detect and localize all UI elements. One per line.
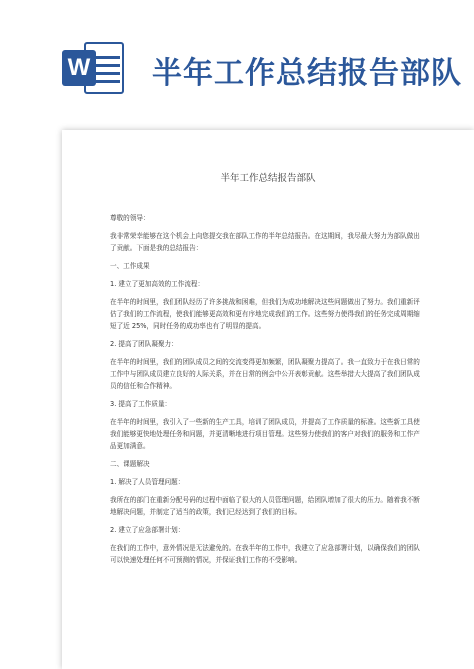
subheading: 2. 提高了团队凝聚力： — [110, 340, 178, 348]
document-page: ​ 半年工作总结报告部队 尊敬的领导： 我非常荣幸能够在这个机会上向您提交我在部队工作的半年总结报告。在这期间，我尽最大努力为部队做出了贡献。下面是我的总结报告： 一、工作成果 1. 建立了更加高效的工作流程： 在半年的时间里，我们团队经历了许多挑战和困难，但我们为成功地解决这些问题做出了努力。我们重新评估了我们的工作流程，使我们能够更高效和更有序地完成我们的工作。这些努力使得我们的任务完成周期缩短了近 25%，同时任务的成功率也有了明显的提高。 2. 提高了团队凝聚力： 在半年的时间里，我们的团队成员之间的交流变得更加频繁，团队凝聚力提高了。我一直致力于在我日常的工作中与团队成员建立良好的人际关系，并在日常的例会中公开表彰贡献。这些举措大大提高了我们团队成员的信任和合作精神。 3. 提高了工作质量： 在半年的时间里，我引入了一些新的生产工具，培训了团队成员，并提高了工作质量的标准。这些新工具使我们能够更快地处理任务和问题，并更清晰地进行项目管理。这些努力使我们的客户对我们的服务和工作产品更加满意。 二、课题解决 1. 解决了人员管理问题： 我所在的部门在重新分配号码的过程中面临了很大的人员管理问题，给团队增加了很大的压力。随着我不断地解决问题，并制定了适当的政策，我们已经达到了我们的目标。 2. 建立了应急部署计划： 在我们的工作中，意外情况是无法避免的。在我半年的工作中，我建立了应急部署计划，以确保我们的团队可以快速处理任何不可预测的情况，并保证我们工作的不受影响。 — [62, 130, 474, 669]
body-paragraph: 在我们的工作中，意外情况是无法避免的。在我半年的工作中，我建立了应急部署计划，以确保我们的团队可以快速处理任何不可预测的情况，并保证我们工作的不受影响。 — [110, 544, 420, 564]
subheading: 3. 提高了工作质量： — [110, 400, 172, 408]
subheading: 1. 建立了更加高效的工作流程： — [110, 280, 205, 288]
word-letter: W — [62, 50, 96, 86]
intro-paragraph: 我非常荣幸能够在这个机会上向您提交我在部队工作的半年总结报告。在这期间，我尽最大努力为部队做出了贡献。下面是我的总结报告： — [110, 232, 420, 252]
salutation: 尊敬的领导： — [110, 214, 150, 222]
document-title: 半年工作总结报告部队 — [220, 173, 316, 184]
subheading: 1. 解决了人员管理问题： — [110, 478, 185, 486]
word-document-icon — [62, 38, 126, 98]
body-paragraph: 在半年的时间里，我引入了一些新的生产工具，培训了团队成员，并提高了工作质量的标准。这些新工具使我们能够更快地处理任务和问题，并更清晰地进行项目管理。这些努力使我们的客户对我们的服务和工作产品更加满意。 — [110, 418, 420, 450]
header-banner — [0, 0, 474, 112]
section-heading: 二、课题解决 — [110, 460, 150, 468]
document-body — [110, 212, 422, 572]
body-paragraph: 在半年的时间里，我们团队经历了许多挑战和困难，但我们为成功地解决这些问题做出了努力。我们重新评估了我们的工作流程，使我们能够更高效和更有序地完成我们的工作。这些努力使得我们的任务完成周期缩短了近 25%，同时任务的成功率也有了明显的提高。 — [110, 298, 420, 330]
section-heading: 一、工作成果 — [110, 262, 150, 270]
body-paragraph: 我所在的部门在重新分配号码的过程中面临了很大的人员管理问题，给团队增加了很大的压力。随着我不断地解决问题，并制定了适当的政策，我们已经达到了我们的目标。 — [110, 496, 420, 516]
banner-title: 半年工作总结报告部队 — [152, 56, 462, 91]
body-paragraph: 在半年的时间里，我们的团队成员之间的交流变得更加频繁，团队凝聚力提高了。我一直致力于在我日常的工作中与团队成员建立良好的人际关系，并在日常的例会中公开表彰贡献。这些举措大大提高了我们团队成员的信任和合作精神。 — [110, 358, 420, 390]
subheading: 2. 建立了应急部署计划： — [110, 526, 185, 534]
